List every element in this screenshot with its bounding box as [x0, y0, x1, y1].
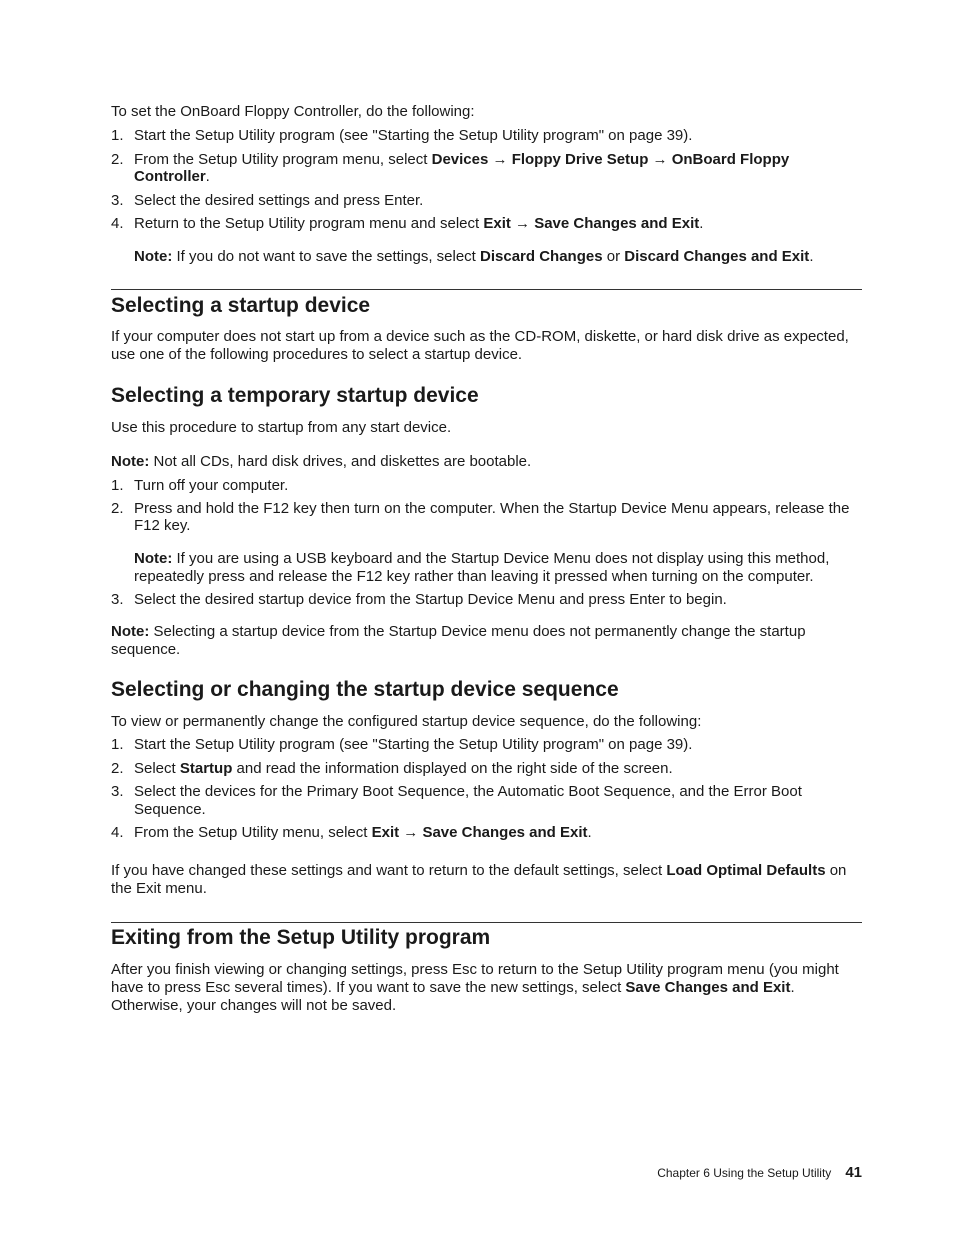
section-heading-exiting: Exiting from the Setup Utility program: [111, 926, 491, 949]
list-item: 2. From the Setup Utility program menu, select Devices → Floppy Drive Setup → OnBoard Floppy Controller.: [111, 150, 790, 185]
list-item: 1. Turn off your computer.: [111, 477, 289, 494]
temporary-steps-cont: [111, 591, 862, 609]
page-footer: [657, 1163, 862, 1183]
floppy-steps: [111, 127, 862, 233]
temporary-final-note: Note: Selecting a startup device from the Startup Device menu does not permanently change the startup sequence.: [111, 623, 806, 658]
list-item: 3. Select the desired settings and press Enter.: [111, 191, 424, 209]
temporary-steps: [111, 477, 862, 535]
list-item: 3. Select the desired startup device from the Startup Device Menu and press Enter to begin.: [111, 591, 727, 608]
floppy-note: Note: If you do not want to save the settings, select Discard Changes or Discard Changes and Exit.: [134, 248, 814, 265]
section-heading-temporary: Selecting a temporary startup device: [111, 384, 479, 407]
list-item: 2. Press and hold the F12 key then turn on the computer. When the Startup Device Menu appears, release the F12 key.: [111, 499, 850, 534]
list-item: 4. Return to the Setup Utility program menu and select Exit → Save Changes and Exit.: [111, 215, 704, 232]
list-item: 4. From the Setup Utility menu, select Exit → Save Changes and Exit.: [111, 824, 592, 841]
sequence-intro: To view or permanently change the configured startup device sequence, do the following:: [111, 713, 702, 730]
list-item: 1. Start the Setup Utility program (see "Starting the Setup Utility program" on page 39).: [111, 736, 693, 753]
section-heading-startup: Selecting a startup device: [111, 294, 371, 317]
sequence-after: If you have changed these settings and want to return to the default settings, select Load Optimal Defaults on the Exit menu.: [111, 862, 847, 897]
temporary-body: Use this procedure to startup from any start device.: [111, 419, 452, 436]
exiting-body: After you finish viewing or changing settings, press Esc to return to the Setup Utility program menu (you might have to press Esc several times). If you want to save the new settings, select Save Changes and Exit. Otherwise, your changes will not be saved.: [111, 961, 839, 1014]
temporary-step-note: Note: If you are using a USB keyboard and the Startup Device Menu does not display using this method, repeatedly press and release the F12 key rather than leaving it pressed when turning on the computer.: [134, 550, 830, 585]
temporary-note: Note: Not all CDs, hard disk drives, and diskettes are bootable.: [111, 453, 532, 470]
list-item: 2. Select Startup and read the information displayed on the right side of the screen.: [111, 759, 673, 777]
sequence-steps: [111, 736, 862, 842]
section-divider: [111, 289, 862, 290]
section-divider: [111, 922, 862, 923]
page-number: 41: [845, 1164, 862, 1181]
section-heading-sequence: Selecting or changing the startup device sequence: [111, 678, 619, 701]
list-item: 3. Select the devices for the Primary Boot Sequence, the Automatic Boot Sequence, and the Error Boot Sequence.: [111, 783, 802, 818]
floppy-intro: To set the OnBoard Floppy Controller, do the following:: [111, 103, 475, 120]
startup-body: If your computer does not start up from a device such as the CD-ROM, diskette, or hard disk drive as expected, use one of the following procedures to select a startup device.: [111, 328, 849, 363]
footer-chapter: Chapter 6 Using the Setup Utility: [657, 1166, 832, 1180]
list-item: 1. Start the Setup Utility program (see "Starting the Setup Utility program" on page 39).: [111, 127, 693, 144]
